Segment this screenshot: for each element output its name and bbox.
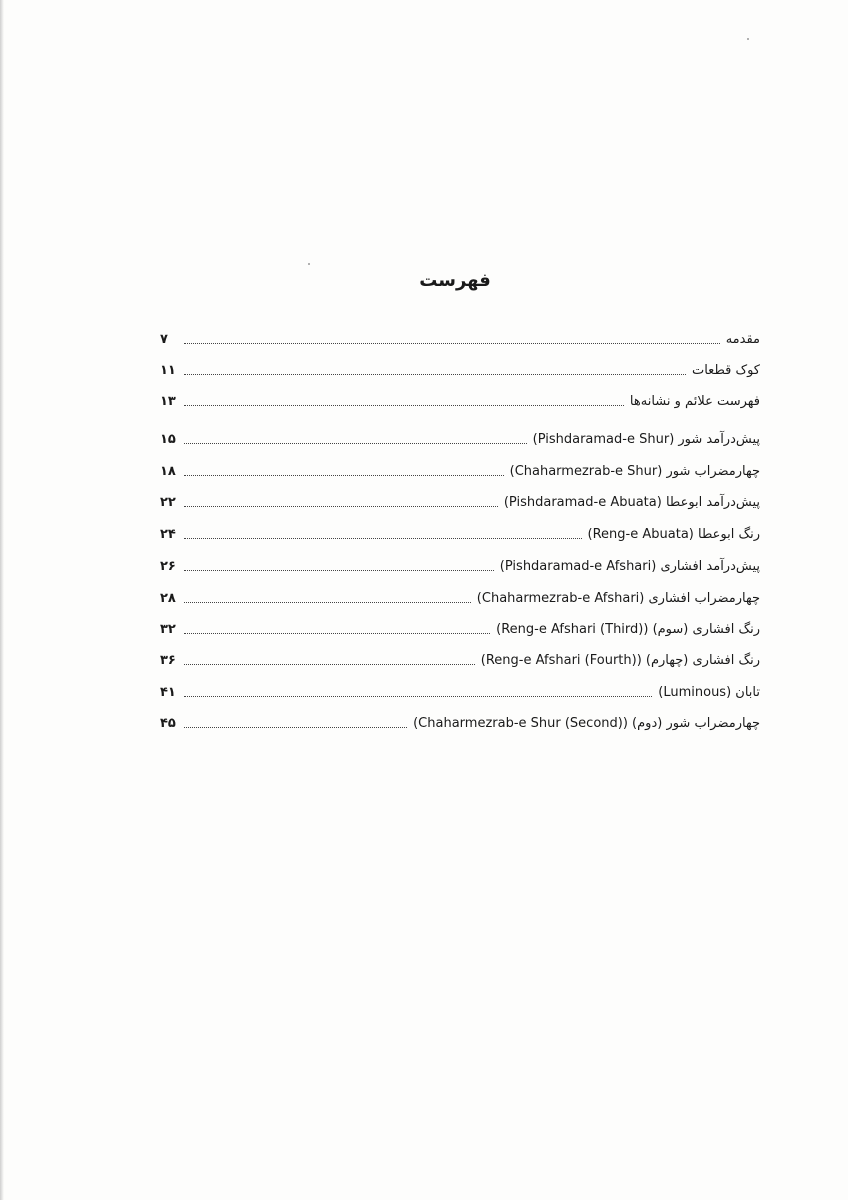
toc-page-number: ۲۲ bbox=[160, 495, 176, 510]
scan-speck bbox=[747, 38, 749, 40]
toc-row[interactable] bbox=[160, 389, 760, 411]
toc-entry-title: چهارمضراب شور (Chaharmezrab-e Shur) bbox=[509, 464, 760, 479]
toc-entry-title: چهارمضراب شور (دوم) (Chaharmezrab-e Shur (Second)) bbox=[413, 716, 760, 731]
toc-page-number: ۷ bbox=[160, 332, 168, 347]
toc-entry-title: چهارمضراب افشاری (Chaharmezrab-e Afshari) bbox=[476, 591, 760, 606]
toc-entry-title: پیش‌درآمد افشاری (Pishdaramad-e Afshari) bbox=[499, 559, 760, 574]
toc-page-number: ۱۸ bbox=[160, 464, 176, 479]
dot-leader bbox=[184, 664, 475, 665]
dot-leader bbox=[184, 696, 652, 697]
toc-row[interactable] bbox=[160, 648, 760, 670]
toc-page-number: ۱۱ bbox=[160, 363, 176, 378]
toc-row[interactable] bbox=[160, 617, 760, 639]
toc-page-number: ۲۶ bbox=[160, 559, 176, 574]
dot-leader bbox=[184, 633, 490, 634]
dot-leader bbox=[184, 570, 494, 571]
toc-row[interactable] bbox=[160, 711, 760, 733]
toc-row[interactable] bbox=[160, 680, 760, 702]
toc-entry-title: مقدمه bbox=[725, 332, 760, 347]
dot-leader bbox=[184, 343, 720, 344]
dot-leader bbox=[184, 475, 504, 476]
toc-entry-title: تابان (Luminous) bbox=[658, 685, 760, 700]
toc-page-number: ۲۴ bbox=[160, 527, 176, 542]
dot-leader bbox=[184, 443, 527, 444]
toc-entry-title: فهرست علائم و نشانه‌ها bbox=[629, 394, 760, 409]
toc-entry-title: رنگ افشاری (چهارم) (Reng-e Afshari (Fourth)) bbox=[480, 653, 760, 668]
scan-speck bbox=[308, 263, 310, 265]
toc-page-number: ۳۶ bbox=[160, 653, 176, 668]
dot-leader bbox=[184, 374, 686, 375]
toc-page-number: ۱۳ bbox=[160, 394, 176, 409]
toc-page-number: ۳۲ bbox=[160, 622, 176, 637]
toc-entry-title: رنگ افشاری (سوم) (Reng-e Afshari (Third)) bbox=[496, 622, 760, 637]
toc-page-number: ۱۵ bbox=[160, 432, 176, 447]
page-edge-shadow bbox=[0, 0, 4, 1200]
toc-entry-title: رنگ ابوعطا (Reng-e Abuata) bbox=[587, 527, 760, 542]
toc-row[interactable] bbox=[160, 327, 760, 349]
dot-leader bbox=[184, 538, 582, 539]
dot-leader bbox=[184, 506, 498, 507]
toc-row[interactable] bbox=[160, 490, 760, 512]
dot-leader bbox=[184, 727, 407, 728]
toc-page-number: ۲۸ bbox=[160, 591, 176, 606]
toc-entry-title: کوک قطعات bbox=[691, 363, 760, 378]
toc-row[interactable] bbox=[160, 554, 760, 576]
page-title: فهرست bbox=[419, 270, 491, 291]
toc-page-number: ۴۵ bbox=[160, 716, 176, 731]
toc-row[interactable] bbox=[160, 522, 760, 544]
toc-row[interactable] bbox=[160, 459, 760, 481]
toc-page-number: ۴۱ bbox=[160, 685, 176, 700]
toc-entry-title: پیش‌درآمد ابوعطا (Pishdaramad-e Abuata) bbox=[503, 495, 760, 510]
toc-entry-title: پیش‌درآمد شور (Pishdaramad-e Shur) bbox=[532, 432, 760, 447]
toc-row[interactable] bbox=[160, 427, 760, 449]
dot-leader bbox=[184, 602, 471, 603]
toc-row[interactable] bbox=[160, 586, 760, 608]
dot-leader bbox=[184, 405, 624, 406]
toc-row[interactable] bbox=[160, 358, 760, 380]
